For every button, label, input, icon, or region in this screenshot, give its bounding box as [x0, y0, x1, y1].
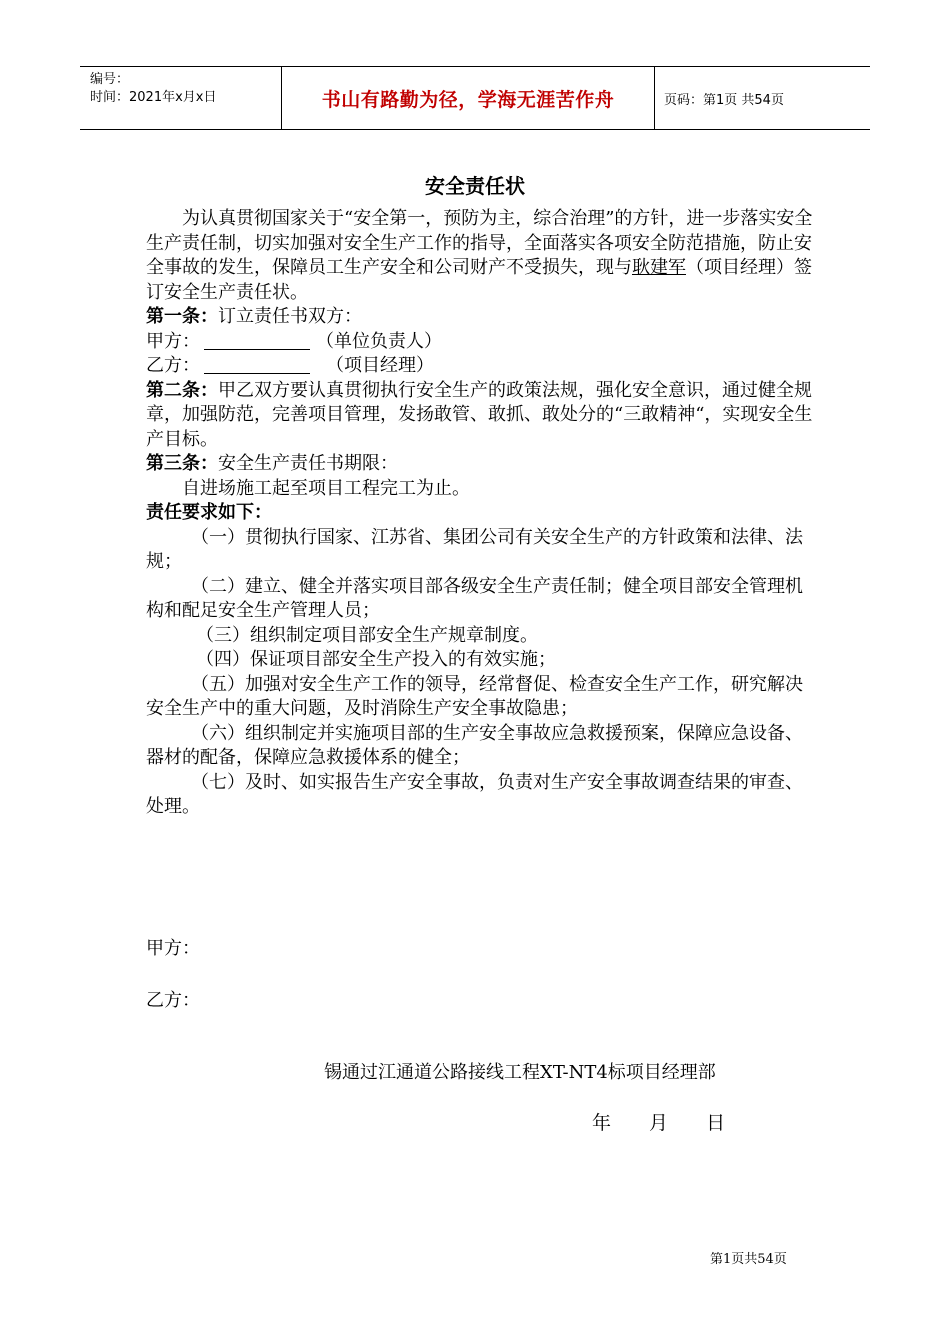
header-divider	[654, 67, 655, 129]
document-number-label: 编号：	[90, 72, 130, 87]
signature-date: 年 月 日	[592, 1112, 726, 1134]
header-page-info: 页码：第1页 共54页	[664, 93, 784, 108]
article-1	[146, 305, 816, 330]
intro-text: 为认真贯彻国家关于“安全第一，预防为主，综合治理”的方针，进一步落实安全生产责任制，切实加强对安全生产工作的指导，全面落实各项安全防范措施，防止安全事故的发生，保障员工生产安全和公司财产不受损失，现与	[146, 208, 813, 278]
party-a-line	[146, 330, 816, 355]
article-3-text: 安全生产责任书期限：	[218, 453, 398, 474]
party-b-line	[146, 354, 816, 379]
requirement-item: （六）组织制定并实施项目部的生产安全事故应急救援预案，保障应急设备、器材的配备，保障应急救援体系的健全；	[146, 722, 803, 768]
requirement-item: （五）加强对安全生产工作的领导，经常督促、检查安全生产工作，研究解决安全生产中的重大问题，及时消除生产安全事故隐患；	[146, 673, 803, 719]
article-3	[146, 452, 816, 477]
signature-party-a: 甲方：	[146, 938, 200, 959]
header-motto: 书山有路勤为径，学海无涯苦作舟	[321, 89, 615, 111]
party-a-role: （单位负责人）	[316, 330, 442, 352]
document-title: 安全责任状	[425, 174, 525, 198]
requirements-heading: 责任要求如下：	[146, 502, 272, 523]
article-2-text: 甲乙双方要认真贯彻执行安全生产的政策法规，强化安全意识，通过健全规章，加强防范，完善项目管理，发扬敢管、敢抓、敢处分的“三敢精神“，实现安全生产目标。	[146, 379, 813, 450]
requirement-item: （七）及时、如实报告生产安全事故，负责对生产安全事故调查结果的审查、处理。	[146, 771, 803, 817]
party-b-role: （项目经理）	[326, 355, 434, 376]
article-3-label: 第三条：	[146, 453, 218, 474]
signature-party-b: 乙方：	[146, 990, 200, 1011]
article-2-label: 第二条：	[146, 379, 218, 401]
document-time: 时间：2021年x月x日	[90, 90, 217, 105]
article-1-text: 订立责任书双方：	[218, 306, 362, 327]
document-body	[146, 207, 816, 820]
article-2	[146, 379, 816, 453]
article-3-period: 自进场施工起至项目工程完工为止。	[182, 477, 470, 499]
intro-text-end: （项目经理）签订安全生产责任状。	[146, 257, 812, 303]
requirement-item: （二）建立、健全并落实项目部各级安全生产责任制；健全项目部安全管理机构和配足安全生产管理人员；	[146, 575, 803, 621]
party-b-blank	[204, 355, 310, 374]
signature-organization: 锡通过江通道公路接线工程XT-NT4标项目经理部	[324, 1062, 716, 1083]
page-header	[80, 66, 870, 130]
article-1-label: 第一条：	[146, 306, 218, 327]
requirement-item: （一）贯彻执行国家、江苏省、集团公司有关安全生产的方针政策和法律、法规；	[146, 526, 803, 572]
page-footer: 第1页共54页	[710, 1252, 787, 1267]
party-a-blank	[204, 331, 310, 350]
manager-name: 耿建军	[632, 257, 686, 278]
intro-paragraph	[146, 207, 816, 305]
party-b-label: 乙方：	[146, 355, 200, 376]
header-meta	[90, 71, 216, 107]
requirement-item: （四）保证项目部安全生产投入的有效实施；	[196, 649, 556, 670]
requirement-item: （三）组织制定项目部安全生产规章制度。	[196, 624, 538, 646]
party-a-label: 甲方：	[146, 330, 200, 352]
